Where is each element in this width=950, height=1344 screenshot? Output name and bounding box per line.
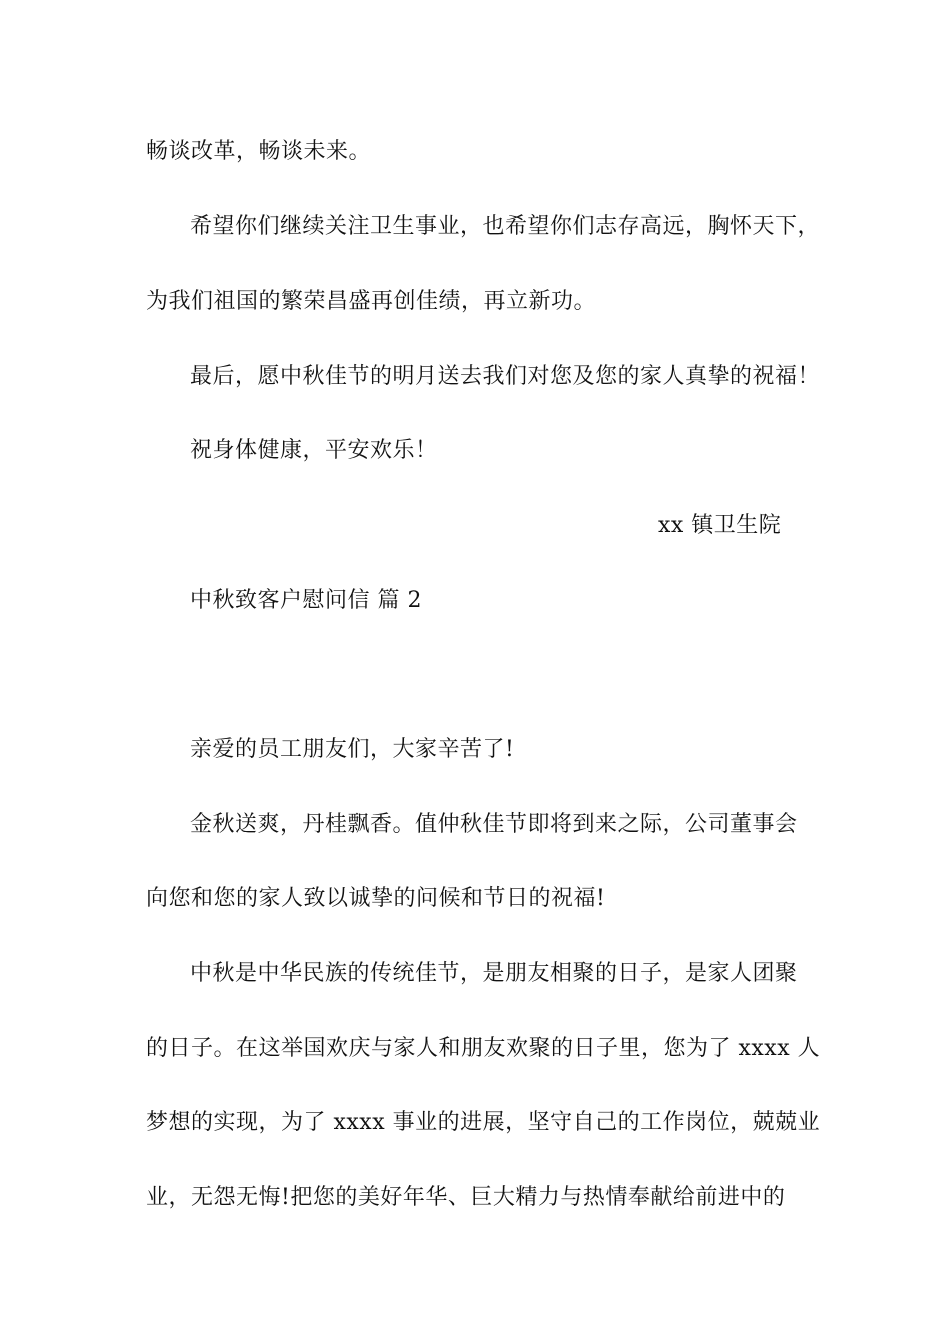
greeting-line: 亲爱的员工朋友们，大家辛苦了!	[190, 737, 515, 762]
paragraph-line: 祝身体健康，平安欢乐！	[190, 438, 438, 463]
paragraph-line: 为我们祖国的繁荣昌盛再创佳绩，再立新功。	[146, 289, 597, 314]
paragraph-line: 的日子。在这举国欢庆与家人和朋友欢聚的日子里，您为了 xxxx 人	[146, 1036, 821, 1061]
paragraph-line: 梦想的实现，为了 xxxx 事业的进展，坚守自己的工作岗位，兢兢业	[146, 1110, 821, 1135]
section-title: 中秋致客户慰问信 篇 2	[190, 588, 422, 613]
paragraph-line: 向您和您的家人致以诚挚的问候和节日的祝福!	[146, 886, 606, 911]
paragraph-line: 最后，愿中秋佳节的明月送去我们对您及您的家人真挚的祝福！	[190, 364, 821, 389]
paragraph-line: 业，无怨无悔!把您的美好年华、巨大精力与热情奉献给前进中的	[146, 1185, 786, 1210]
paragraph-line: 金秋送爽，丹桂飘香。值仲秋佳节即将到来之际，公司董事会	[190, 812, 798, 837]
signature-line: xx 镇卫生院	[658, 513, 782, 538]
paragraph-line: 中秋是中华民族的传统佳节，是朋友相聚的日子，是家人团聚	[190, 961, 798, 986]
paragraph-line: 畅谈改革，畅谈未来。	[146, 139, 372, 164]
paragraph-line: 希望你们继续关注卫生事业，也希望你们志存高远，胸怀天下，	[190, 214, 821, 239]
